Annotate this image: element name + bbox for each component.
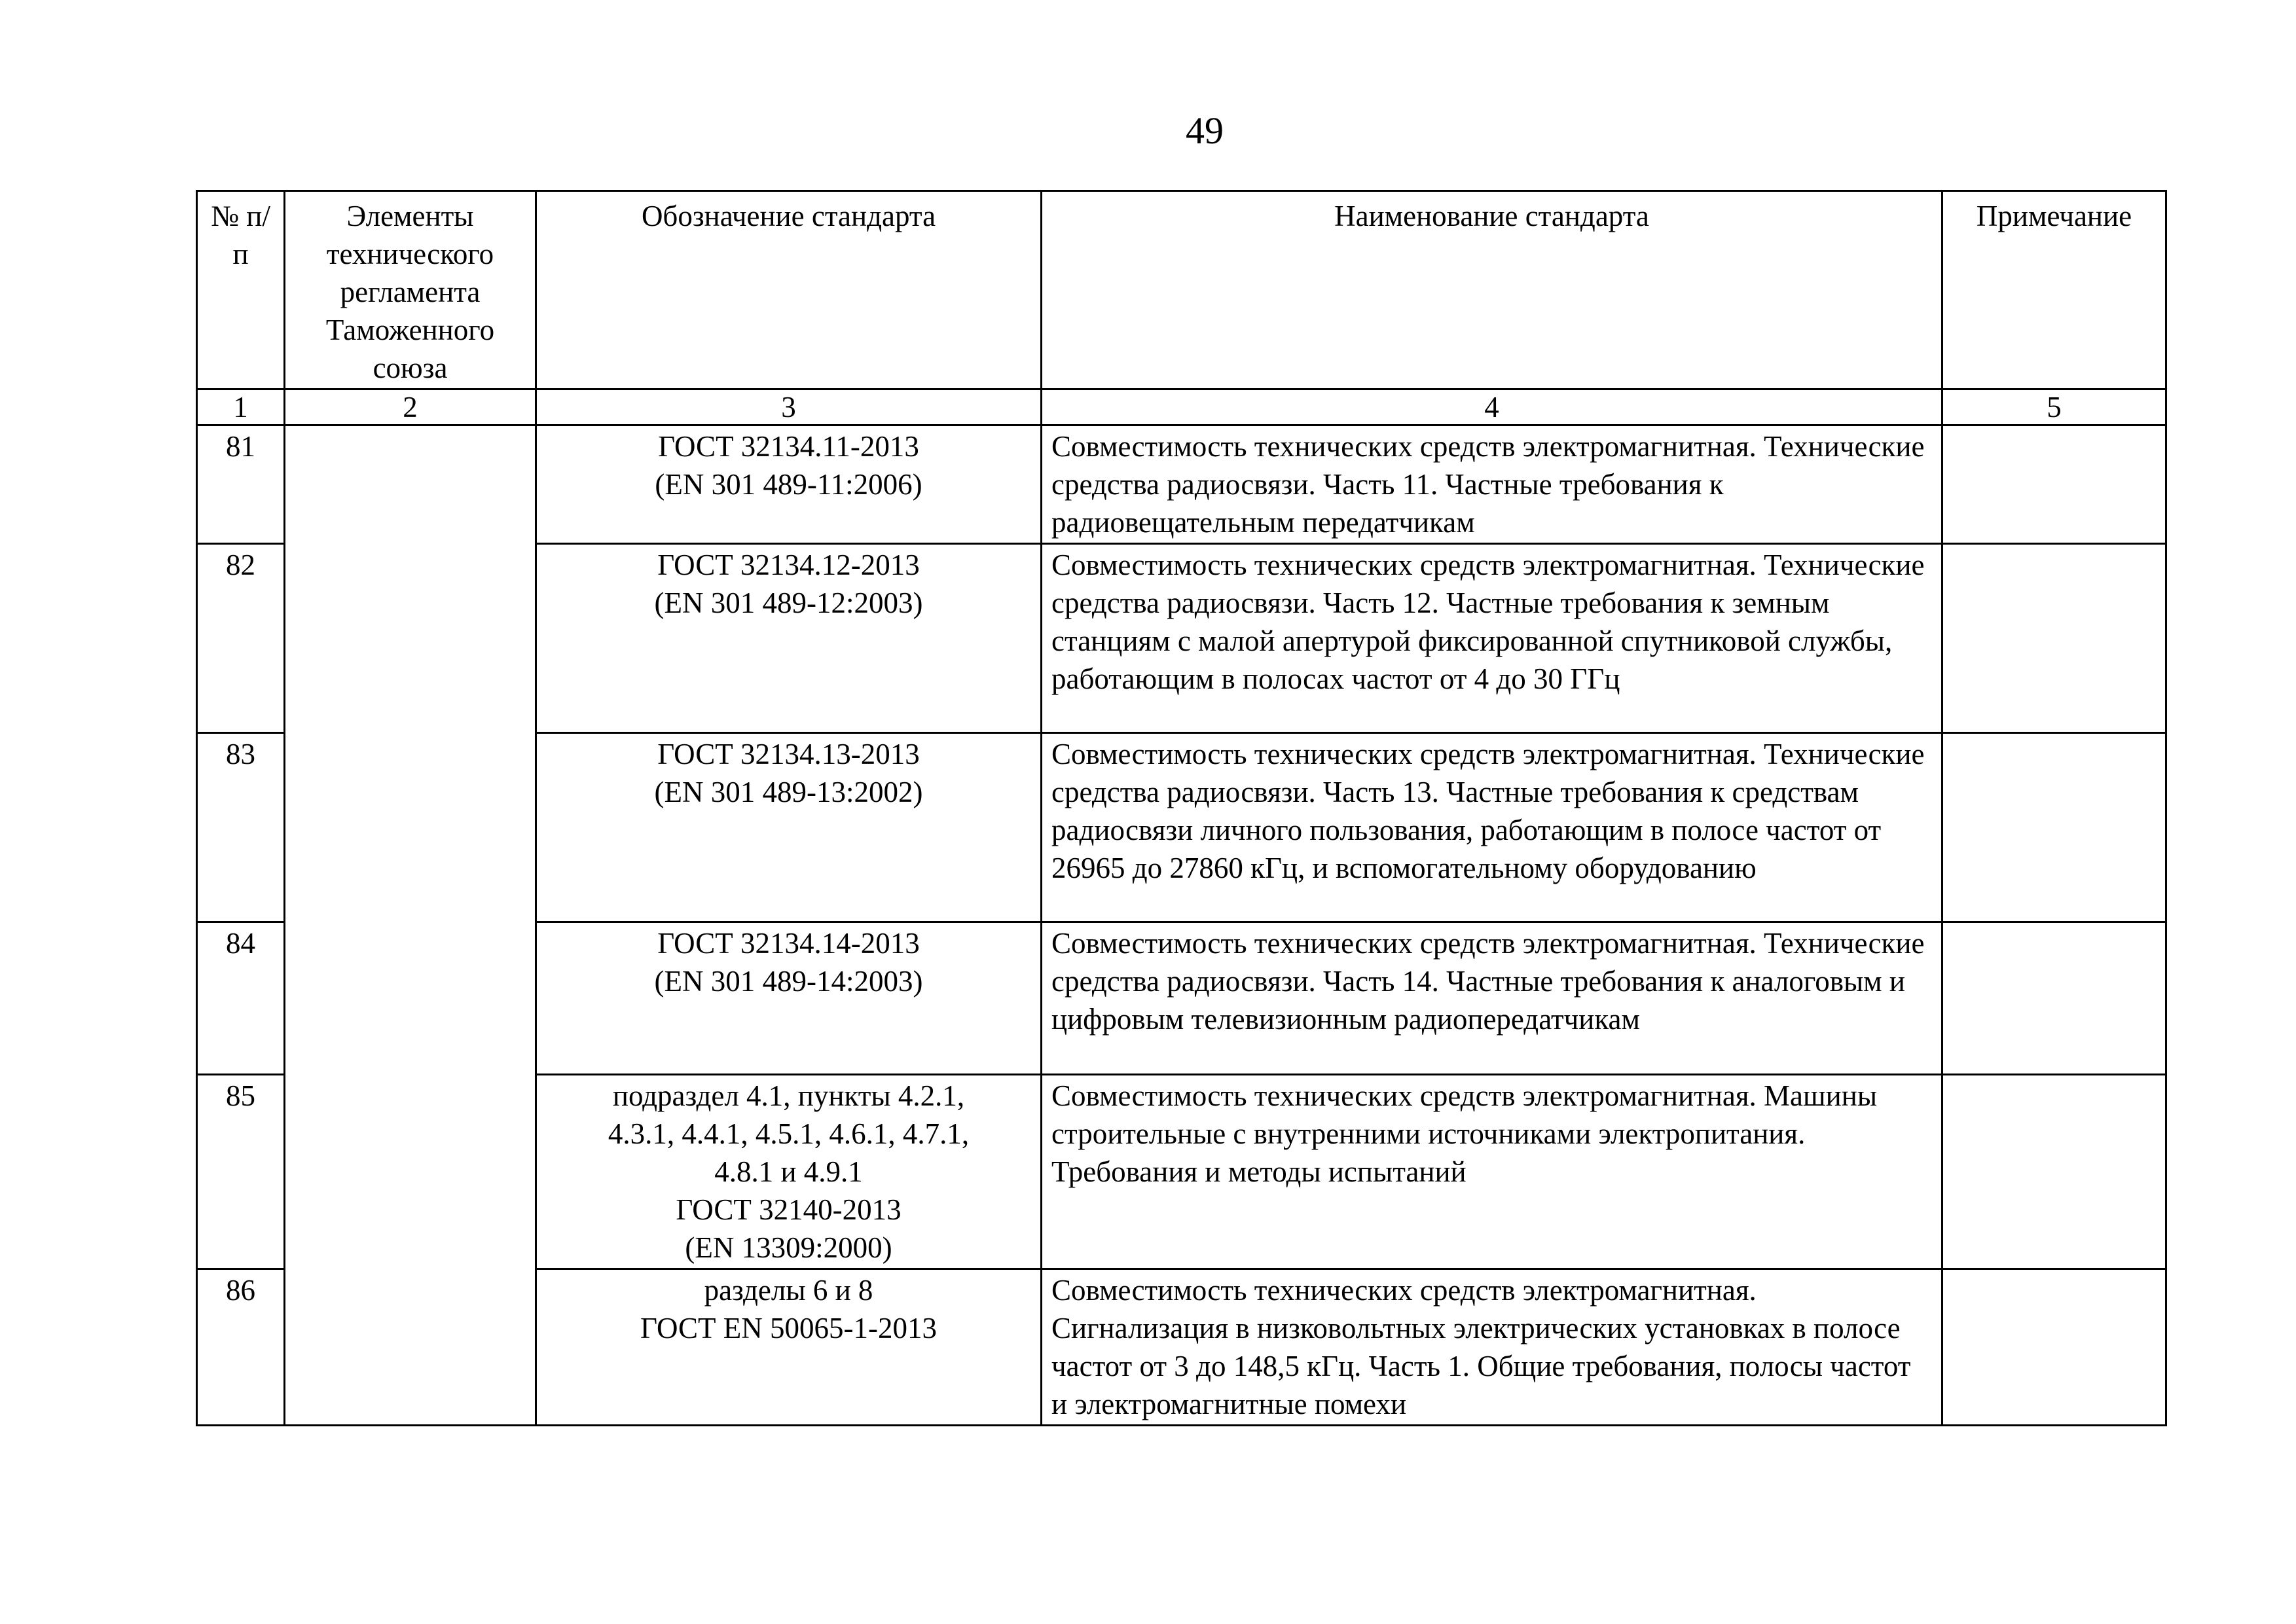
row-number: 81 [197,425,285,544]
designation-line: (EN 301 489-12:2003) [654,586,923,619]
row-number: 86 [197,1269,285,1426]
elements-cell [285,425,536,1426]
note-cell [1942,733,2166,922]
row-number: 84 [197,922,285,1075]
header-name: Наименование стандарта [1042,191,1942,389]
header-elements: Элементы технического регламента Таможенного союза [285,191,536,389]
row-number: 85 [197,1075,285,1269]
column-number: 5 [1942,389,2166,425]
column-number: 3 [536,389,1042,425]
standard-designation [536,1269,1042,1426]
standard-name: Совместимость технических средств электромагнитная. Технические средства радиосвязи. Часть 13. Частные требования к средствам радиосвязи личного пользования, работающим в полосе частот от 26965 до 27860 кГц, и вспомогательному оборудованию [1042,733,1942,922]
header-designation: Обозначение стандарта [536,191,1042,389]
designation-line: ГОСТ 32134.13-2013 [657,738,920,770]
designation-line: ГОСТ EN 50065-1-2013 [640,1312,937,1344]
standard-name: Совместимость технических средств электромагнитная. Машины строительные с внутренними источниками электропитания. Требования и методы испытаний [1042,1075,1942,1269]
standard-designation [536,733,1042,922]
designation-line: 4.3.1, 4.4.1, 4.5.1, 4.6.1, 4.7.1, [608,1117,970,1150]
standards-table [196,190,2167,1426]
page-number: 49 [1186,109,1224,152]
table-row [197,425,2166,544]
note-cell [1942,425,2166,544]
header-note: Примечание [1942,191,2166,389]
designation-line: разделы 6 и 8 [704,1274,873,1307]
designation-line: (EN 301 489-14:2003) [654,965,923,998]
designation-line: ГОСТ 32140-2013 [676,1193,902,1226]
standard-designation [536,425,1042,544]
standard-designation [536,544,1042,733]
designation-line: ГОСТ 32134.14-2013 [657,927,920,960]
standard-name: Совместимость технических средств электромагнитная. Технические средства радиосвязи. Часть 14. Частные требования к аналоговым и цифровым телевизионным радиопередатчикам [1042,922,1942,1075]
designation-line: подраздел 4.1, пункты 4.2.1, [612,1079,965,1112]
standard-designation [536,1075,1042,1269]
designation-line: (EN 301 489-13:2002) [654,776,923,808]
standard-name: Совместимость технических средств электромагнитная. Технические средства радиосвязи. Часть 12. Частные требования к земным станциям с малой апертурой фиксированной спутниковой службы, работающим в полосах частот от 4 до 30 ГГц [1042,544,1942,733]
column-number-row [197,389,2166,425]
standard-name: Совместимость технических средств электромагнитная. Сигнализация в низковольтных электрических установках в полосе частот от 3 до 148,5 кГц. Часть 1. Общие требования, полосы частот и электромагнитные помехи [1042,1269,1942,1426]
row-number: 83 [197,733,285,922]
note-cell [1942,1075,2166,1269]
column-number: 4 [1042,389,1942,425]
note-cell [1942,1269,2166,1426]
standard-name: Совместимость технических средств электромагнитная. Технические средства радиосвязи. Часть 11. Частные требования к радиовещательным передатчикам [1042,425,1942,544]
standard-designation [536,922,1042,1075]
designation-line: ГОСТ 32134.11-2013 [658,430,919,463]
row-number: 82 [197,544,285,733]
designation-line: (EN 301 489-11:2006) [655,468,922,501]
designation-line: (EN 13309:2000) [685,1231,892,1264]
note-cell [1942,544,2166,733]
note-cell [1942,922,2166,1075]
table-header-row [197,191,2166,389]
designation-line: ГОСТ 32134.12-2013 [657,549,920,581]
header-num: № п/п [197,191,285,389]
column-number: 1 [197,389,285,425]
column-number: 2 [285,389,536,425]
designation-line: 4.8.1 и 4.9.1 [714,1155,863,1188]
